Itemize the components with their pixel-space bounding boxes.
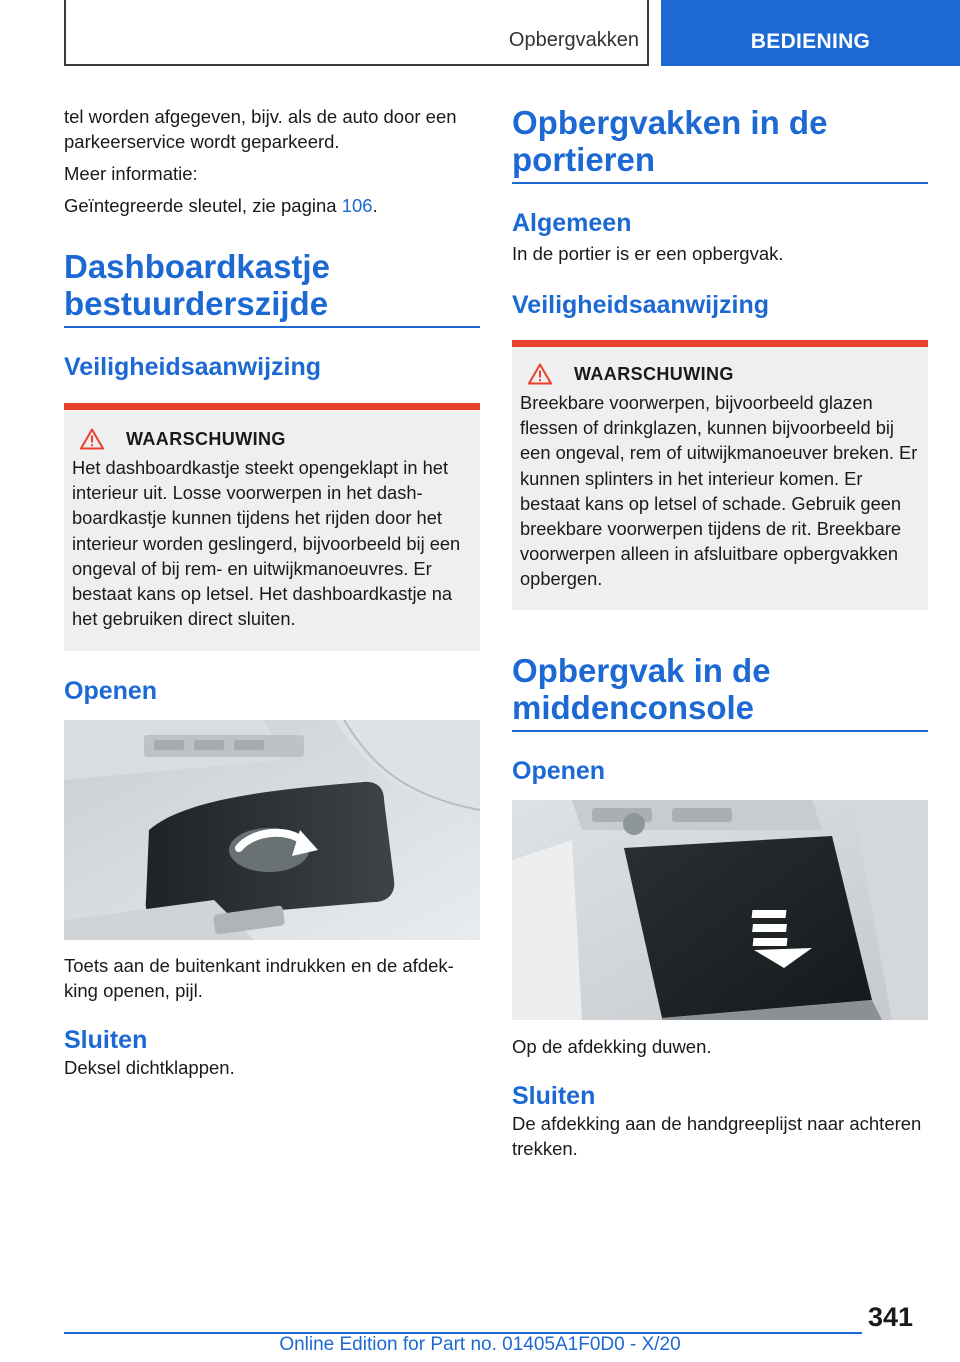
subsection-title-open: Openen	[64, 677, 158, 706]
center-console-illustration-drawing	[512, 800, 928, 1020]
general-text: In de portier is er een opbergvak.	[512, 243, 784, 264]
cross-reference-end: .	[372, 195, 378, 216]
intro-paragraph: tel worden afgegeven, bijv. als de auto door een parkeerservice wordt geparkeerd.	[64, 106, 457, 152]
warning-triangle-icon	[80, 428, 104, 450]
warning-box	[64, 403, 480, 651]
header-section-box	[64, 0, 649, 66]
glovebox-illustration	[64, 720, 480, 940]
glovebox-illustration-drawing	[64, 720, 480, 940]
warning-triangle-icon	[528, 363, 552, 385]
page-reference-link[interactable]: 106	[341, 195, 373, 216]
section-title-center-console: Opbergvak in de middenconsole	[512, 652, 928, 732]
close-instruction: Deksel dichtklappen.	[64, 1057, 235, 1079]
warning-header	[72, 428, 472, 450]
right-column	[512, 104, 928, 1161]
warning-header-right	[520, 363, 920, 385]
subsection-title-close: Sluiten	[64, 1026, 148, 1055]
warning-text-right: Breekbare voorwerpen, bijvoorbeeld glazen flessen of drinkglazen, kunnen bijvoorbeeld bij een ongeval, rem of uitwijkmanoeuver breken. Er kunnen splinters in het interieur komen. Er bestaat kans op letsel of schade. Gebruik geen breekbare voorwerpen tijdens de rit. Breekbare voorwerpen alleen in afsluitbare opbergvakken opbergen.	[520, 392, 918, 590]
header-chapter-tab[interactable]	[661, 0, 960, 66]
open-instruction-right: Op de afdekking duwen.	[512, 1035, 712, 1057]
close-instruction-right: De afdekking aan de handgreeplijst naar achteren trekken.	[512, 1112, 922, 1159]
subsection-title-open-right: Openen	[512, 756, 606, 785]
cross-reference-text: Geïntegreerde sleutel, zie pagina	[64, 195, 342, 216]
warning-box-right	[512, 340, 928, 610]
center-console-illustration	[512, 800, 928, 1020]
subsection-title-safety: Veiligheidsaanwijzing	[64, 353, 322, 381]
warning-text: Het dashboardkastje steekt opengeklapt in het interieur uit. Losse voorwerpen in het dashboardkastje kunnen tijdens het rijden door het interieur worden geslingerd, bijvoorbeeld bij een ongeval of bij rem- en uitwijkmanoeuvres. Er bestaat kans op letsel. Het dashboardkastje na het gebruiken direct sluiten.	[72, 457, 461, 630]
open-instruction: Toets aan de buitenkant indrukken en de afdekking openen, pijl.	[64, 955, 454, 1002]
warning-label: WAARSCHUWING	[126, 428, 286, 449]
subsection-title-safety-right: Veiligheidsaanwijzing	[512, 291, 770, 319]
section-title-door-compartments: Opbergvakken in de portieren	[512, 104, 928, 184]
subsection-title-close-right: Sluiten	[512, 1081, 596, 1110]
cross-reference	[64, 193, 480, 218]
header-chapter-title: BEDIENING	[750, 30, 871, 53]
more-info-label: Meer informatie:	[64, 163, 198, 184]
page-number: 341	[868, 1302, 914, 1332]
subsection-title-general: Algemeen	[512, 209, 632, 237]
header-section-title: Opbergvakken	[508, 29, 639, 51]
footer-edition: Online Edition for Part no. 01405A1F0D0 - X/20	[279, 1334, 681, 1355]
warning-label-right: WAARSCHUWING	[574, 363, 734, 384]
section-title-dashboard-box: Dashboardkastje bestuurderszijde	[64, 248, 480, 328]
left-column	[64, 104, 480, 1080]
